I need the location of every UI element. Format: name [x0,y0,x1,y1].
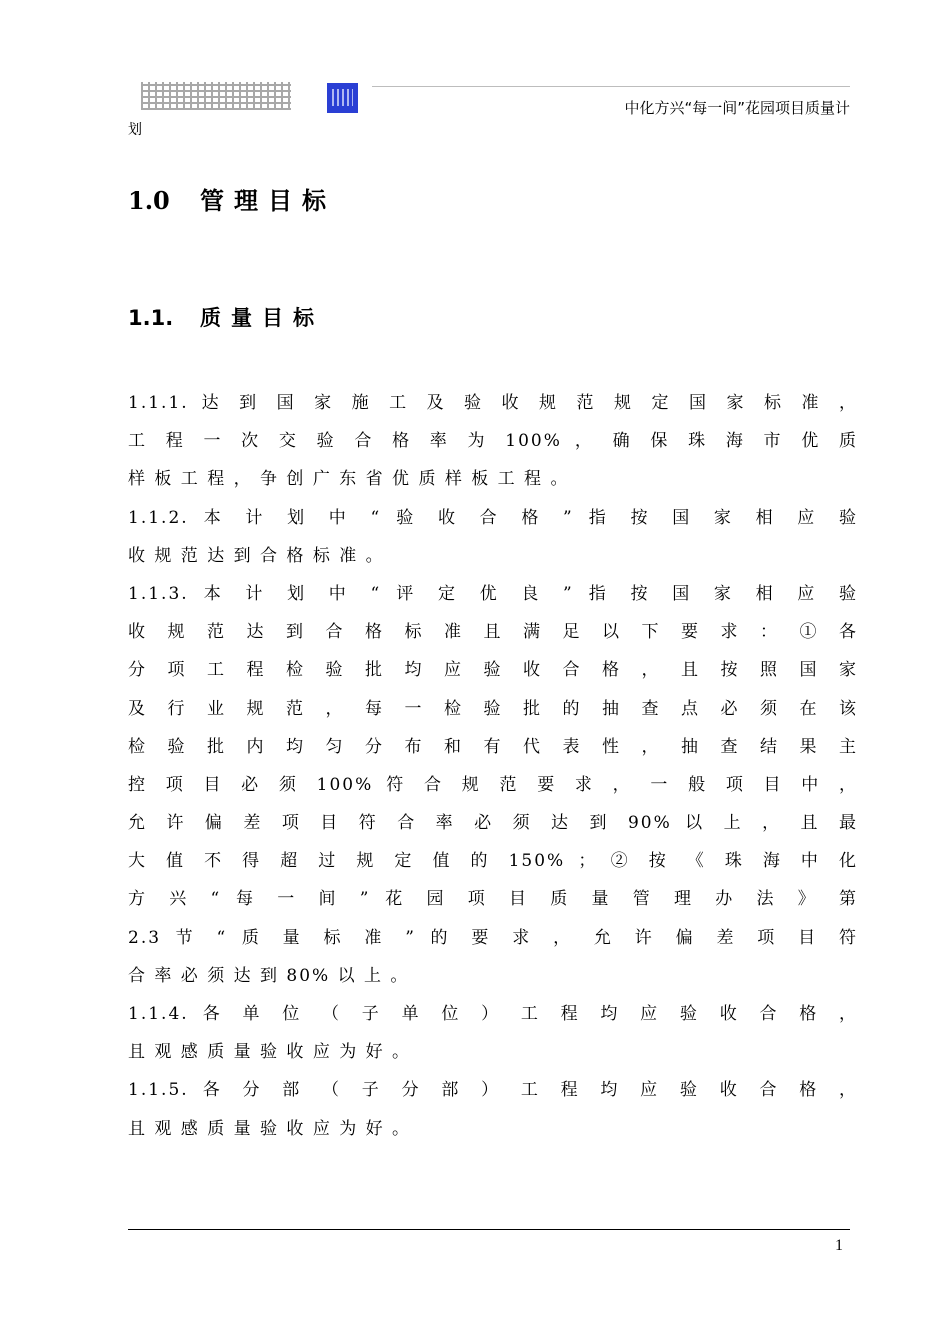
body-line: 1.1.1. 达 到 国 家 施 工 及 验 收 规 范 规 定 国 家 标 准 ， [128,393,858,413]
body-line: 1.1.5. 各 分 部 （ 子 分 部 ） 工 程 均 应 验 收 合 格 ， [128,1080,858,1101]
body-line: 1.1.3. 本 计 划 中 “ 评 定 优 良 ” 指 按 国 家 相 应 验 [128,583,858,604]
body-line: 1.1.2. 本 计 划 中 “ 验 收 合 格 ” 指 按 国 家 相 应 验 [128,507,858,528]
body-line: 方 兴 “ 每 一 间 ” 花 园 项 目 质 量 管 理 办 法 》 第 [128,889,858,910]
company-logo-pattern [141,82,291,110]
body-line: 控 项 目 必 须 100% 符 合 规 范 要 求 ， 一 般 项 目 中 ， [128,774,858,795]
body-line: 允 许 偏 差 项 目 符 合 率 必 须 达 到 90% 以 上 ， 且 最 [128,813,858,834]
body-line: 及 行 业 规 范 ， 每 一 检 验 批 的 抽 查 点 必 须 在 该 [128,698,858,719]
body-line: 2.3 节 “ 质 量 标 准 ” 的 要 求 ， 允 许 偏 差 项 目 符 [128,927,858,948]
heading-2-text: 质量目标 [200,306,324,330]
body-line: 检 验 批 内 均 匀 分 布 和 有 代 表 性 ， 抽 查 结 果 主 [128,736,858,757]
page-number: 1 [835,1237,843,1254]
quality-goals-body [128,384,858,1148]
heading-1 [128,181,336,216]
header-rule [372,86,850,87]
footer-rule [128,1229,850,1230]
body-line: 大 值 不 得 超 过 规 定 值 的 150% ； ② 按 《 珠 海 中 化 [128,851,858,872]
heading-2 [128,302,324,332]
body-line: 且 观 感 质 量 验 收 应 为 好 。 [128,1118,412,1139]
body-line: 合 率 必 须 达 到 80% 以 上 。 [128,965,410,986]
body-line: 收 规 范 达 到 合 格 标 准 。 [128,545,385,566]
body-line: 工 程 一 次 交 验 合 格 率 为 100% ， 确 保 珠 海 市 优 质 [128,431,858,452]
heading-1-text: 管理目标 [200,187,336,215]
body-line: 样 板 工 程 ， 争 创 广 东 省 优 质 样 板 工 程 。 [128,469,570,490]
header-title-continued: 划 [128,122,142,138]
body-line: 且 观 感 质 量 验 收 应 为 好 。 [128,1042,412,1063]
heading-1-number: 1.0 [128,186,170,215]
heading-2-number: 1.1. [128,306,174,330]
company-logo-emblem [327,83,358,113]
header-title: 中化方兴“每一间”花园项目质量计 [624,99,850,117]
body-line: 分 项 工 程 检 验 批 均 应 验 收 合 格 ， 且 按 照 国 家 [128,660,858,681]
body-line: 收 规 范 达 到 合 格 标 准 且 满 足 以 下 要 求 ： ① 各 [128,622,858,643]
body-line: 1.1.4. 各 单 位 （ 子 单 位 ） 工 程 均 应 验 收 合 格 ， [128,1004,858,1024]
